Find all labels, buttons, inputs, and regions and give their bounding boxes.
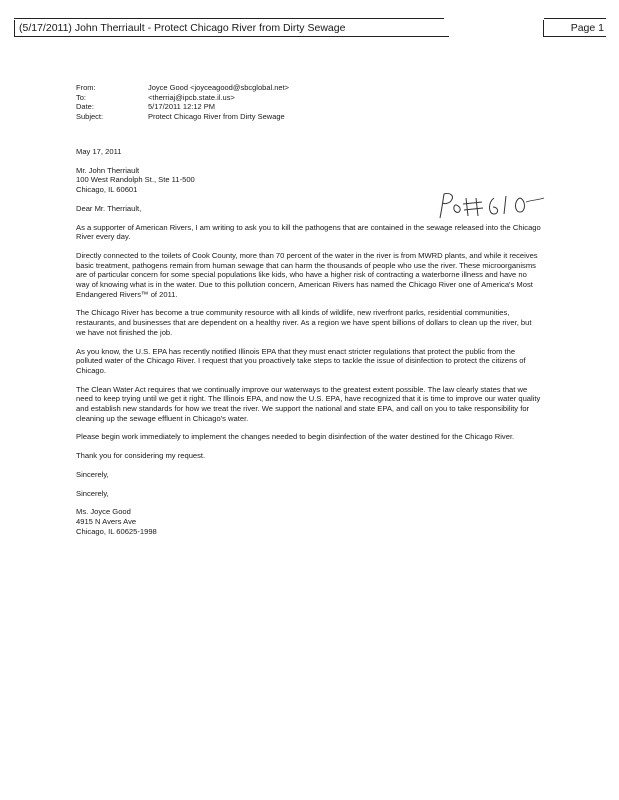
signature-line: Ms. Joyce Good: [76, 507, 131, 517]
meta-value: 5/17/2011 12:12 PM: [148, 102, 215, 111]
signature-block: [76, 507, 541, 536]
meta-row-to: [76, 93, 289, 103]
paragraph: Thank you for considering my request.: [76, 451, 206, 461]
address-line: Chicago, IL 60601: [76, 185, 138, 195]
signature-line: Chicago, IL 60625-1998: [76, 526, 157, 536]
meta-row-subject: [76, 112, 289, 122]
meta-row-date: [76, 102, 289, 112]
closing: Sincerely,: [76, 488, 109, 498]
signature-line: 4915 N Avers Ave: [76, 516, 137, 526]
recipient-address: [76, 166, 541, 195]
letter-body: [76, 147, 541, 536]
paragraph: Please begin work immediately to implement the changes needed to begin disinfection of the water destined for the Chicago River.: [76, 432, 515, 442]
header-title: (5/17/2011) John Therriault - Protect Chicago River from Dirty Sewage: [14, 20, 449, 37]
meta-label: From:: [76, 83, 96, 92]
paragraph: The Clean Water Act requires that we continually improve our waterways to the greatest extent possible. The law clearly states that we need to keep trying until we get it right. The Illinois EPA, and now the U.S. EPA, have recognized that it is time to improve our water quality and establish new standards for how we treat the river. We support the national and state EPA, and call on you to take responsibility for cleaning up the sewage effluent in Chicago's water.: [76, 384, 541, 423]
salutation: Dear Mr. Therriault,: [76, 203, 142, 213]
meta-label: To:: [76, 92, 87, 102]
paragraph: As a supporter of American Rivers, I am writing to ask you to kill the pathogens that are contained in the sewage released into the Chicago River every day.: [76, 222, 541, 242]
header-top-rule: [14, 18, 444, 19]
paragraph: As you know, the U.S. EPA has recently notified Illinois EPA that they must enact stricter regulations that protect the public from the polluted water of the Chicago River. I request that you proactively take steps to tackle the issue of disinfection to protect the citizens of Chicago.: [76, 346, 526, 375]
email-meta: [76, 83, 289, 121]
meta-label: Date:: [76, 102, 94, 111]
paragraph: The Chicago River has become a true community resource with all kinds of wildlife, new riverfront parks, residential communities, restaurants, and businesses that are dependent on a healthy river. As a region we have spent billions of dollars to clean up the river, but we have not finished the job.: [76, 308, 532, 337]
meta-row-from: [76, 83, 289, 93]
meta-value: <therriaj@ipcb.state.il.us>: [148, 92, 235, 102]
address-line: Mr. John Therriault: [76, 165, 140, 175]
meta-value: Joyce Good <joyceagood@sbcglobal.net>: [148, 83, 290, 92]
document-header: [14, 18, 606, 40]
page-number: Page 1: [543, 20, 606, 37]
letter-date: May 17, 2011: [76, 147, 122, 156]
closing: Sincerely,: [76, 469, 109, 479]
header-page-rule: [544, 18, 606, 19]
meta-label: Subject:: [76, 111, 104, 121]
meta-value: Protect Chicago River from Dirty Sewage: [148, 111, 285, 121]
paragraph: Directly connected to the toilets of Cook County, more than 70 percent of the water in the river is from MWRD plants, and while it receives basic treatment, pathogens remain from human sewage that can harm the thousands of people who use the river. These microorganisms are of particular concern for some special populations like kids, who have a higher risk of contracting a waterborne illness and have no way of knowing what is in the water. Due to this pollution concern, American Rivers has named the Chicago River one of America's Most Endangered Rivers™ of 2011.: [76, 250, 538, 299]
address-line: 100 West Randolph St., Ste 11-500: [76, 175, 195, 185]
